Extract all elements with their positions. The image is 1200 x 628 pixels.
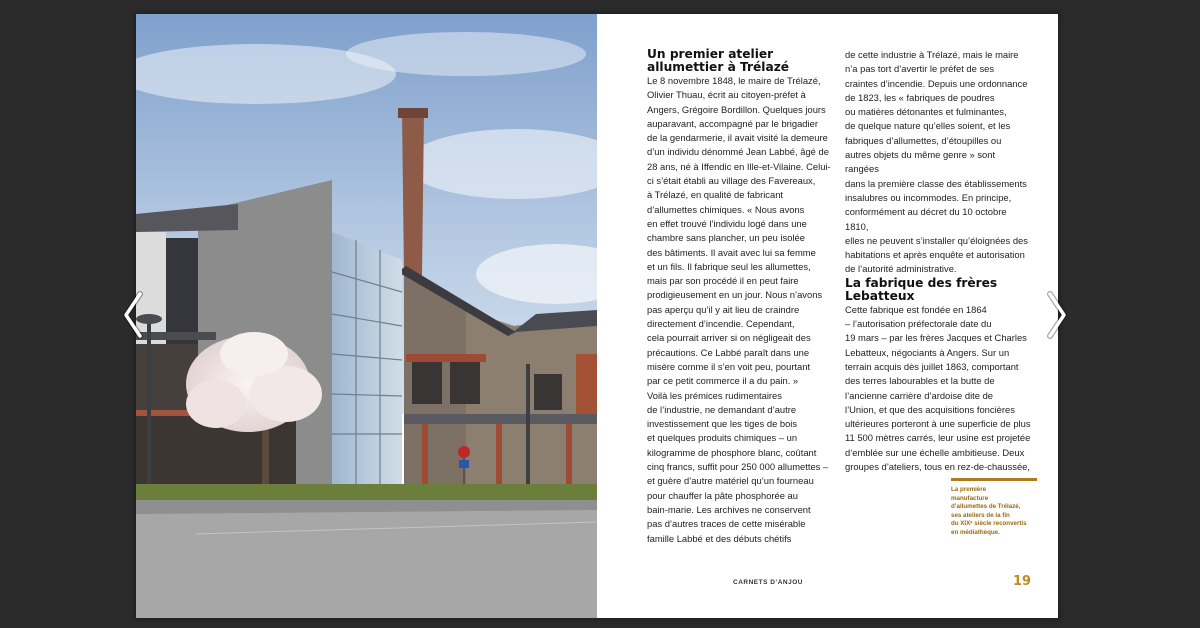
article-body-col1: Le 8 novembre 1848, le maire de Trélazé, Olivier Thuau, écrit au citoyen-préfet à Angers, Grégoire Bordillon. Quelques jours auparavant, accompagné par le brigadier de la gendarmerie, il avait visité la demeure d’un individu dénommé Jean Labbé, âgé de 28 ans, né à Iffendic en Ille-et-Vilaine. Celui- ci s’était établi au village des Favereaux, à Trélazé, en qualité de fabricant d’allumettes chimiques. « Nous avons en effet trouvé l’individu logé dans une chambre sans plancher, un peu isolée des bâtiments. Il avait avec lui sa femme et un fils. Il fabrique seul les allumettes, mais par son procédé il en peut faire prodigieusement en un jour. Nous n’avons pas aperçu qu’il y ait lieu de craindre directement d’incendie. Cependant, cela pourrait arriver si on négligeait des précautions. Ce Labbé paraît dans une misère comme il s’en voit peu, pourtant par ce petit commerce il a du pain. » Voilà les prémices rudimentaires de l’industrie, ne demandant d’autre investissement que les tiges de bois et quelques produits chimiques – un kilogramme de phosphore blanc, coûtant cinq francs, suffit pour 250 000 allumettes – et guère d’autre matériel qu’un fourneau pour chauffer la pâte phosphorée au bain-marie. Les archives ne conservent pas d’autres traces de cette misérable famille Labbé et des débuts chétifs: [647, 75, 831, 544]
magazine-spread: [136, 14, 1058, 618]
text-page: [597, 14, 1058, 618]
article-heading: Un premier atelier allumettier à Trélazé: [647, 47, 790, 74]
magazine-name: CARNETS D’ANJOU: [733, 579, 803, 586]
article-body-col2: de cette industrie à Trélazé, mais le maire n’a pas tort d’avertir le préfet de ses craintes d’incendie. Depuis une ordonnance de 1823, les « fabriques de poudres ou matières détonantes et fulminantes, de quelque nature qu’elles soient, et les fabriques d’allumettes, d’étoupilles ou autres objets du même genre » sont rangées dans la première classe des établissements insalubres ou incommodes. En principe, conformément au décret du 10 octobre 1810, elles ne peuvent s’installer qu’éloignées des habitations et après enquête et autorisation de l’autorité administrative.: [845, 49, 1028, 275]
text-column-2: [845, 48, 1031, 474]
previous-page-button[interactable]: [120, 290, 146, 340]
section-heading: La fabrique des frères Lebatteux: [845, 275, 998, 303]
text-column-1: [647, 48, 833, 546]
page-number: 19: [1013, 574, 1032, 589]
building-photo: [136, 14, 597, 618]
chevron-right-icon: [1044, 290, 1070, 340]
chevron-left-icon: [120, 290, 146, 340]
next-page-button[interactable]: [1044, 290, 1070, 340]
section-body: Cette fabrique est fondée en 1864 – l’autorisation préfectorale date du 19 mars – par les frères Jacques et Charles Lebatteux, négociants à Angers. Sur un terrain acquis dès juillet 1863, comportant des terres labourables et la butte de l’ancienne carrière d’ardoise dite de l’Union, et que des acquisitions foncières ultérieures porteront à une superficie de plus 11 500 mètres carrés, leur usine est projetée d’emblée sur une échelle ambitieuse. Deux groupes d’ateliers, tous en rez-de-chaussée,: [845, 303, 1031, 473]
photo-caption: La première manufacture d’allumettes de Trélazé, ses ateliers de la fin du XIXᵉ siècle reconvertis en médiathèque.: [951, 478, 1037, 538]
